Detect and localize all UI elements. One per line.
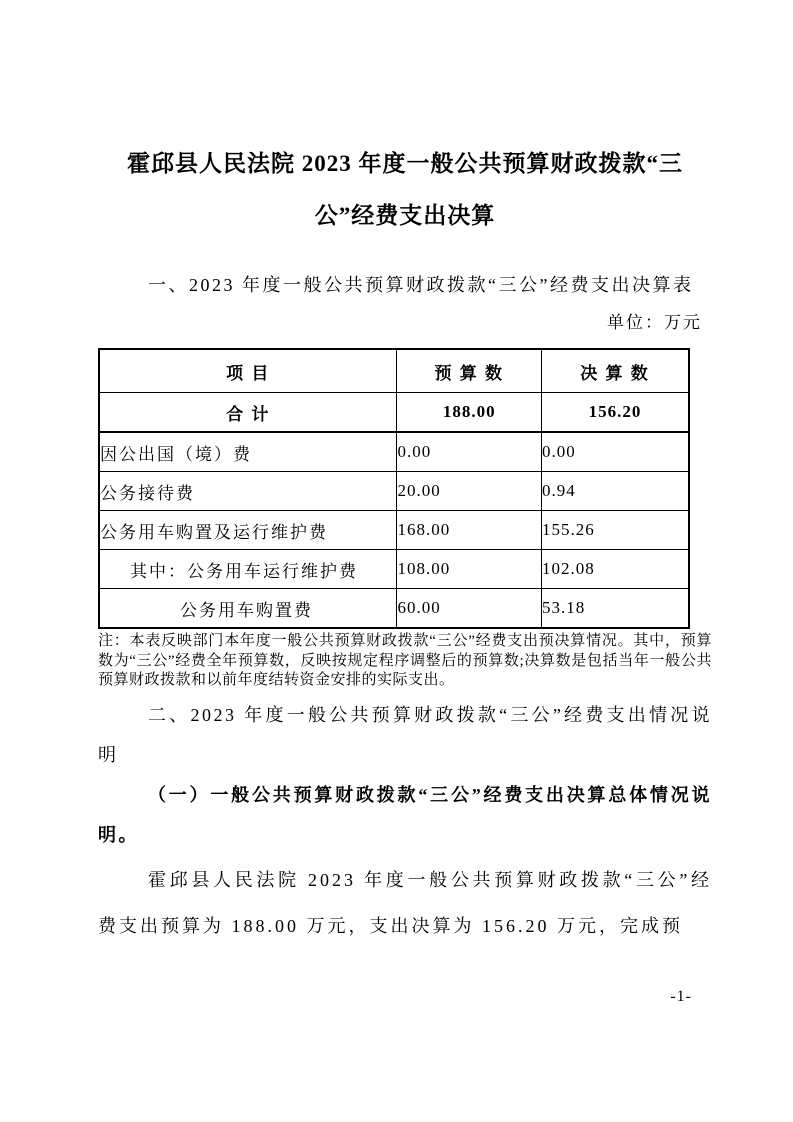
table-row-vehicle-purchase: [99, 589, 689, 629]
budget-value: 0.00: [397, 432, 542, 472]
row-label: 公务用车购置及运行维护费: [99, 511, 397, 550]
row-label: 公务接待费: [99, 472, 397, 511]
budget-value: 60.00: [397, 589, 542, 629]
column-header-final: 决 算 数: [541, 349, 689, 393]
subsection-1-heading: （一）一般公共预算财政拨款“三公”经费支出决算总体情况说明。: [98, 784, 712, 845]
final-value: 155.26: [541, 511, 689, 550]
table-row-vehicle-total: [99, 511, 689, 550]
budget-value: 168.00: [397, 511, 542, 550]
final-value: 156.20: [541, 393, 689, 433]
final-value: 53.18: [541, 589, 689, 629]
row-label: 公务用车购置费: [99, 589, 397, 629]
final-value: 102.08: [541, 550, 689, 589]
row-label: 其中：公务用车运行维护费: [99, 550, 397, 589]
table-row-reception: [99, 472, 689, 511]
table-row-vehicle-operation: [99, 550, 689, 589]
page-number: -1-: [670, 988, 692, 1005]
document-title: 霍邱县人民法院 2023 年度一般公共预算财政拨款“三公”经费支出决算: [127, 151, 683, 228]
table-note: 注：本表反映部门本年度一般公共预算财政拨款“三公”经费支出预决算情况。其中，预算数为“三公”经费全年预算数，反映按规定程序调整后的预算数;决算数是包括当年一般公共预算财政拨款和以前年度结转资金安排的实际支出。: [98, 633, 712, 688]
section-2-heading: 二、2023 年度一般公共预算财政拨款“三公”经费支出情况说明: [98, 704, 712, 765]
section-1-heading: 一、2023 年度一般公共预算财政拨款“三公”经费支出决算表: [148, 275, 694, 295]
budget-value: 188.00: [397, 393, 542, 433]
table-header-row: [99, 349, 689, 393]
table-row-total: [99, 393, 689, 433]
budget-value: 108.00: [397, 550, 542, 589]
row-label: 合 计: [99, 393, 397, 433]
table-row-abroad: [99, 432, 689, 472]
final-value: 0.00: [541, 432, 689, 472]
unit-label: 单位：万元: [607, 313, 702, 332]
final-value: 0.94: [541, 472, 689, 511]
column-header-budget: 预 算 数: [397, 349, 542, 393]
budget-value: 20.00: [397, 472, 542, 511]
row-label: 因公出国（境）费: [99, 432, 397, 472]
body-paragraph-overall: 霍邱县人民法院 2023 年度一般公共预算财政拨款“三公”经费支出预算为 188.00 万元，支出决算为 156.20 万元，完成预: [98, 869, 712, 936]
column-header-item: 项 目: [99, 349, 397, 393]
expense-table: [98, 348, 690, 629]
